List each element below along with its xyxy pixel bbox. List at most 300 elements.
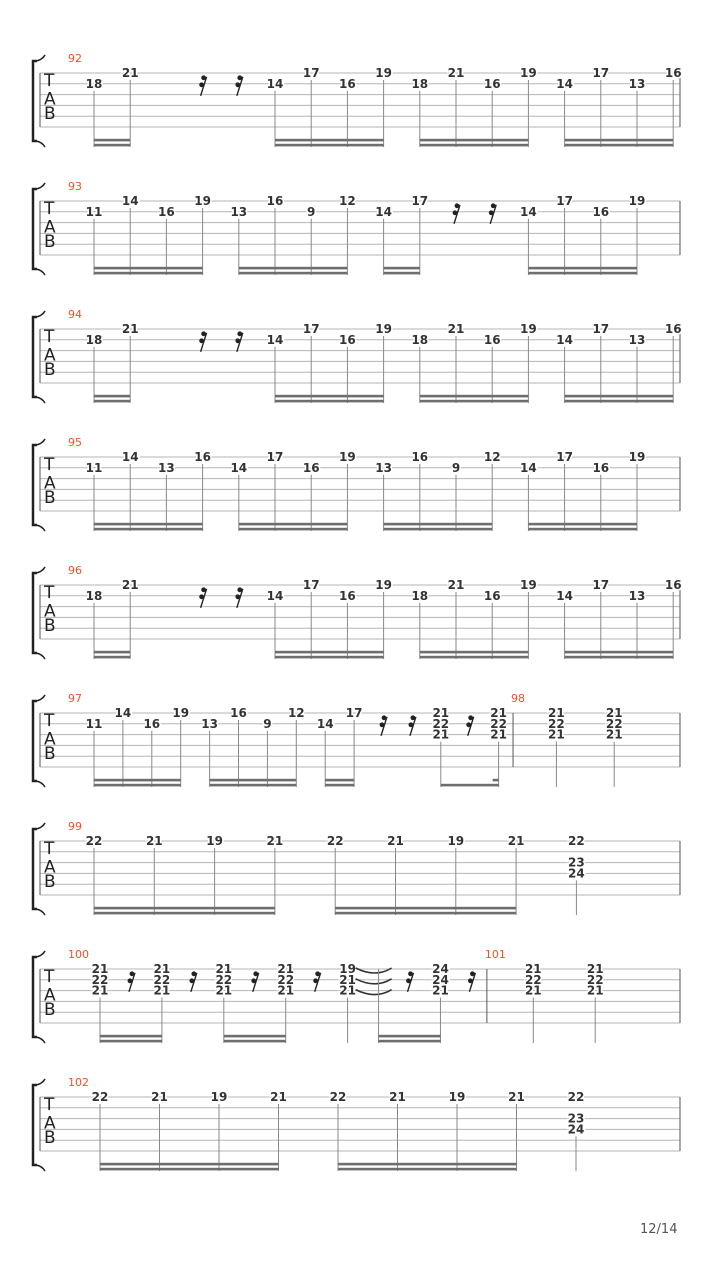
fret-number: 22 bbox=[490, 716, 507, 731]
fret-number: 22 bbox=[326, 834, 344, 848]
fret-number: 17 bbox=[266, 450, 284, 464]
beam bbox=[420, 144, 529, 147]
fret-number: 16 bbox=[143, 716, 161, 731]
rest-dot bbox=[409, 722, 414, 727]
fret-number: 22 bbox=[85, 834, 103, 848]
system-bracket bbox=[33, 701, 37, 781]
tab-clef-letter: B bbox=[44, 1128, 56, 1149]
beam bbox=[224, 1035, 286, 1038]
fret-number: 24 bbox=[432, 972, 449, 987]
beam bbox=[528, 528, 637, 531]
fret-number: 22 bbox=[329, 1090, 347, 1104]
system-bracket bbox=[33, 829, 37, 909]
fret-number: 24 bbox=[432, 962, 449, 976]
fret-number: 17 bbox=[345, 706, 363, 720]
fret-number: 14 bbox=[520, 460, 537, 475]
fret-number: 21 bbox=[91, 983, 109, 998]
fret-number: 13 bbox=[158, 460, 175, 475]
tab-clef-letter: B bbox=[44, 488, 56, 509]
fret-number: 21 bbox=[447, 66, 465, 80]
fret-number: 19 bbox=[448, 1090, 466, 1104]
sixteenth-rest bbox=[313, 971, 320, 991]
sixteenth-rest bbox=[235, 587, 242, 607]
fret-number: 12 bbox=[483, 450, 501, 464]
system-bracket bbox=[33, 317, 37, 397]
measure-number: 98 bbox=[511, 692, 526, 705]
rest-dot bbox=[237, 331, 242, 336]
fret-number: 21 bbox=[215, 962, 233, 976]
sixteenth-rest bbox=[235, 331, 242, 351]
fret-number: 16 bbox=[483, 332, 501, 347]
beam bbox=[528, 523, 637, 526]
tab-clef-letter: T bbox=[44, 582, 55, 603]
sixteenth-rest bbox=[199, 75, 206, 95]
fret-number: 19 bbox=[210, 1090, 228, 1104]
tab-clef-letter: B bbox=[44, 744, 56, 765]
fret-number: 21 bbox=[586, 962, 604, 976]
measure-number: 101 bbox=[484, 948, 506, 961]
beam bbox=[100, 1040, 162, 1043]
beam bbox=[94, 912, 275, 915]
fret-number: 19 bbox=[375, 322, 392, 336]
fret-number: 23 bbox=[568, 855, 585, 870]
tab-system bbox=[33, 948, 680, 1043]
fret-number: 21 bbox=[524, 983, 542, 998]
rest-dot bbox=[237, 587, 242, 592]
tab-clef-letter: T bbox=[44, 454, 55, 475]
sixteenth-rest bbox=[235, 75, 242, 95]
fret-number: 19 bbox=[628, 450, 646, 464]
beam bbox=[239, 528, 348, 531]
fret-number: 14 bbox=[556, 588, 573, 603]
fret-number: 14 bbox=[316, 716, 334, 731]
measure-number: 97 bbox=[68, 692, 82, 705]
fret-number: 17 bbox=[592, 66, 610, 80]
tab-clef-letter: T bbox=[44, 710, 55, 731]
beam bbox=[420, 400, 529, 403]
fret-number: 23 bbox=[567, 1111, 585, 1126]
fret-number: 17 bbox=[592, 322, 610, 336]
rest-dot bbox=[382, 715, 387, 720]
measure-number: 100 bbox=[68, 948, 89, 961]
fret-number: 16 bbox=[483, 76, 501, 91]
tab-system bbox=[33, 52, 682, 147]
sixteenth-rest bbox=[453, 203, 460, 223]
beam bbox=[94, 395, 130, 398]
rest-dot bbox=[315, 971, 320, 976]
fret-number: 17 bbox=[411, 194, 429, 208]
beam bbox=[100, 1163, 279, 1166]
fret-number: 16 bbox=[483, 588, 501, 603]
rest-dot bbox=[253, 971, 258, 976]
fret-number: 21 bbox=[548, 727, 565, 742]
tab-system bbox=[33, 308, 682, 403]
fret-number: 18 bbox=[85, 76, 103, 91]
fret-number: 21 bbox=[508, 1090, 525, 1104]
beam bbox=[94, 139, 130, 142]
beam bbox=[94, 144, 130, 147]
rest-dot bbox=[235, 594, 240, 599]
beam bbox=[239, 523, 348, 526]
fret-number: 14 bbox=[266, 76, 284, 91]
rest-dot bbox=[237, 75, 242, 80]
fret-number: 14 bbox=[121, 450, 139, 464]
fret-number: 21 bbox=[387, 834, 404, 848]
fret-number: 21 bbox=[121, 578, 139, 592]
measure-number: 92 bbox=[68, 52, 82, 65]
fret-number: 13 bbox=[628, 76, 646, 91]
beam bbox=[94, 528, 203, 531]
beam bbox=[275, 651, 384, 654]
beam bbox=[275, 144, 384, 147]
tab-system bbox=[33, 1076, 680, 1171]
rest-dot bbox=[468, 978, 473, 983]
beam bbox=[420, 656, 529, 659]
fret-number: 21 bbox=[121, 66, 139, 80]
fret-number: 22 bbox=[215, 972, 233, 987]
beam bbox=[94, 400, 130, 403]
measure-number: 95 bbox=[68, 436, 82, 449]
fret-number: 18 bbox=[85, 588, 103, 603]
fret-number: 22 bbox=[153, 972, 171, 987]
rest-dot bbox=[380, 722, 385, 727]
measure-number: 94 bbox=[68, 308, 82, 321]
fret-number: 19 bbox=[339, 450, 356, 464]
beam bbox=[325, 784, 354, 787]
tab-clef-letter: T bbox=[44, 326, 55, 347]
beam bbox=[379, 1035, 441, 1038]
fret-number: 21 bbox=[339, 972, 356, 987]
measure-number: 93 bbox=[68, 180, 82, 193]
fret-number: 13 bbox=[201, 716, 218, 731]
tab-clef-letter: T bbox=[44, 70, 55, 91]
fret-number: 19 bbox=[172, 706, 190, 720]
rest-dot bbox=[199, 82, 204, 87]
tab-clef-letter: T bbox=[44, 966, 55, 987]
beam bbox=[384, 528, 493, 531]
beam bbox=[100, 1035, 162, 1038]
sixteenth-rest bbox=[409, 715, 416, 735]
fret-number: 22 bbox=[568, 834, 585, 848]
beam bbox=[275, 395, 384, 398]
tab-clef-letter: A bbox=[44, 1113, 56, 1134]
fret-number: 22 bbox=[91, 972, 109, 987]
tab-clef-letter: T bbox=[44, 198, 55, 219]
fret-number: 17 bbox=[302, 578, 320, 592]
beam bbox=[100, 1168, 279, 1171]
fret-number: 16 bbox=[339, 76, 356, 91]
fret-number: 16 bbox=[266, 194, 284, 208]
tab-clef-letter: B bbox=[44, 232, 56, 253]
fret-number: 21 bbox=[432, 727, 450, 742]
beam bbox=[275, 656, 384, 659]
rest-dot bbox=[128, 978, 133, 983]
fret-number: 22 bbox=[548, 716, 565, 731]
rest-dot bbox=[201, 331, 206, 336]
fret-number: 19 bbox=[520, 578, 537, 592]
fret-number: 16 bbox=[230, 706, 247, 720]
fret-number: 14 bbox=[266, 588, 284, 603]
fret-number: 19 bbox=[520, 322, 537, 336]
beam bbox=[565, 139, 674, 142]
fret-number: 16 bbox=[339, 588, 356, 603]
fret-number: 12 bbox=[339, 194, 356, 208]
fret-number: 21 bbox=[490, 727, 507, 742]
beam bbox=[565, 651, 674, 654]
fret-number: 14 bbox=[114, 706, 132, 720]
fret-number: 13 bbox=[628, 588, 646, 603]
fret-number: 21 bbox=[153, 983, 171, 998]
fret-number: 21 bbox=[447, 578, 465, 592]
sixteenth-rest bbox=[251, 971, 258, 991]
fret-number: 14 bbox=[230, 460, 248, 475]
fret-number: 14 bbox=[266, 332, 284, 347]
tab-system bbox=[33, 180, 680, 275]
sixteenth-rest bbox=[380, 715, 387, 735]
fret-number: 13 bbox=[375, 460, 392, 475]
fret-number: 21 bbox=[151, 1090, 168, 1104]
beam bbox=[224, 1040, 286, 1043]
tab-clef-letter: B bbox=[44, 616, 56, 637]
fret-number: 16 bbox=[194, 450, 211, 464]
sixteenth-rest bbox=[199, 331, 206, 351]
rest-dot bbox=[408, 971, 413, 976]
fret-number: 21 bbox=[432, 983, 449, 998]
beam bbox=[528, 267, 637, 270]
fret-number: 22 bbox=[586, 972, 604, 987]
fret-number: 18 bbox=[85, 332, 103, 347]
fret-number: 11 bbox=[85, 460, 103, 475]
fret-number: 16 bbox=[664, 322, 682, 336]
fret-number: 21 bbox=[277, 983, 295, 998]
measure-number: 96 bbox=[68, 564, 82, 577]
fret-number: 19 bbox=[520, 66, 537, 80]
rest-dot bbox=[235, 82, 240, 87]
beam bbox=[565, 656, 674, 659]
tab-clef-letter: A bbox=[44, 729, 56, 750]
beam bbox=[384, 523, 493, 526]
fret-number: 16 bbox=[302, 460, 320, 475]
tab-clef-letter: A bbox=[44, 89, 56, 110]
beam bbox=[420, 139, 529, 142]
fret-number: 21 bbox=[270, 1090, 287, 1104]
fret-number: 14 bbox=[556, 332, 573, 347]
fret-number: 14 bbox=[375, 204, 392, 219]
fret-number: 19 bbox=[375, 66, 392, 80]
fret-number: 17 bbox=[592, 578, 610, 592]
rest-dot bbox=[189, 978, 194, 983]
system-bracket bbox=[33, 61, 37, 141]
fret-number: 21 bbox=[153, 962, 171, 976]
sixteenth-rest bbox=[128, 971, 135, 991]
rest-dot bbox=[468, 715, 473, 720]
beam bbox=[379, 1040, 441, 1043]
fret-number: 21 bbox=[145, 834, 163, 848]
fret-number: 19 bbox=[447, 834, 465, 848]
tab-system bbox=[33, 436, 680, 531]
fret-number: 17 bbox=[302, 66, 320, 80]
fret-number: 18 bbox=[411, 588, 429, 603]
fret-number: 18 bbox=[411, 76, 429, 91]
rest-dot bbox=[411, 715, 416, 720]
system-bracket bbox=[33, 573, 37, 653]
sixteenth-rest bbox=[468, 971, 475, 991]
tab-clef-letter: B bbox=[44, 104, 56, 125]
tab-clef-letter: B bbox=[44, 360, 56, 381]
beam bbox=[565, 395, 674, 398]
fret-number: 16 bbox=[592, 460, 610, 475]
fret-number: 21 bbox=[586, 983, 604, 998]
sixteenth-rest bbox=[406, 971, 413, 991]
fret-number: 18 bbox=[411, 332, 429, 347]
rest-dot bbox=[313, 978, 318, 983]
fret-number: 14 bbox=[121, 194, 139, 208]
fret-number: 24 bbox=[568, 866, 585, 881]
fret-number: 13 bbox=[628, 332, 646, 347]
fret-number: 21 bbox=[432, 706, 450, 720]
beam bbox=[275, 139, 384, 142]
rest-dot bbox=[191, 971, 196, 976]
tab-clef-letter: A bbox=[44, 857, 56, 878]
fret-number: 22 bbox=[432, 716, 450, 731]
fret-number: 21 bbox=[507, 834, 525, 848]
fret-number: 21 bbox=[215, 983, 233, 998]
fret-number: 19 bbox=[375, 578, 392, 592]
fret-number: 21 bbox=[277, 962, 295, 976]
fret-number: 19 bbox=[206, 834, 223, 848]
tab-clef-letter: T bbox=[44, 1094, 55, 1115]
system-bracket bbox=[33, 1085, 37, 1165]
fret-number: 24 bbox=[567, 1122, 585, 1137]
beam-stub bbox=[493, 779, 499, 782]
measure-number: 102 bbox=[68, 1076, 89, 1089]
fret-number: 9 bbox=[307, 204, 316, 219]
rest-dot bbox=[466, 722, 471, 727]
beam bbox=[94, 651, 130, 654]
page-number: 12/14 bbox=[640, 1222, 678, 1237]
fret-number: 21 bbox=[339, 983, 356, 998]
fret-number: 19 bbox=[628, 194, 646, 208]
tab-clef-letter: B bbox=[44, 872, 56, 893]
fret-number: 22 bbox=[277, 972, 295, 987]
fret-number: 9 bbox=[451, 460, 461, 475]
tab-clef-letter: T bbox=[44, 838, 55, 859]
fret-number: 22 bbox=[605, 716, 623, 731]
fret-number: 9 bbox=[263, 716, 272, 731]
beam bbox=[420, 651, 529, 654]
fret-number: 21 bbox=[121, 322, 139, 336]
beam bbox=[210, 784, 297, 787]
fret-number: 14 bbox=[556, 76, 573, 91]
fret-number: 14 bbox=[520, 204, 537, 219]
beam bbox=[384, 267, 420, 270]
rest-dot bbox=[453, 210, 458, 215]
rest-dot bbox=[199, 338, 204, 343]
fret-number: 16 bbox=[664, 66, 682, 80]
fret-number: 22 bbox=[524, 972, 542, 987]
beam bbox=[94, 272, 203, 275]
beam bbox=[94, 907, 275, 910]
fret-number: 21 bbox=[548, 706, 565, 720]
sixteenth-rest bbox=[489, 203, 496, 223]
fret-number: 11 bbox=[85, 204, 103, 219]
fret-number: 22 bbox=[567, 1090, 585, 1104]
beam bbox=[239, 267, 348, 270]
tab-clef-letter: A bbox=[44, 473, 56, 494]
system-bracket bbox=[33, 957, 37, 1037]
rest-dot bbox=[201, 587, 206, 592]
fret-number: 12 bbox=[287, 706, 305, 720]
beam bbox=[384, 272, 420, 275]
beam bbox=[565, 400, 674, 403]
sixteenth-rest bbox=[466, 715, 473, 735]
beam bbox=[420, 395, 529, 398]
system-bracket bbox=[33, 445, 37, 525]
tab-clef-letter: A bbox=[44, 217, 56, 238]
fret-number: 16 bbox=[411, 450, 429, 464]
rest-dot bbox=[491, 203, 496, 208]
fret-number: 16 bbox=[664, 578, 682, 592]
beam bbox=[325, 779, 354, 782]
fret-number: 16 bbox=[592, 204, 610, 219]
beam bbox=[94, 656, 130, 659]
beam bbox=[338, 1168, 517, 1171]
beam bbox=[441, 784, 499, 787]
fret-number: 16 bbox=[158, 204, 175, 219]
fret-number: 11 bbox=[85, 716, 103, 731]
fret-number: 19 bbox=[194, 194, 211, 208]
rest-dot bbox=[470, 971, 475, 976]
fret-number: 22 bbox=[91, 1090, 109, 1104]
rest-dot bbox=[130, 971, 135, 976]
fret-number: 16 bbox=[339, 332, 356, 347]
sixteenth-rest bbox=[189, 971, 196, 991]
fret-number: 21 bbox=[524, 962, 542, 976]
rest-dot bbox=[406, 978, 411, 983]
beam bbox=[335, 912, 516, 915]
beam bbox=[94, 523, 203, 526]
fret-number: 19 bbox=[339, 962, 356, 976]
tab-system bbox=[33, 564, 682, 659]
rest-dot bbox=[455, 203, 460, 208]
rest-dot bbox=[199, 594, 204, 599]
measure-number: 99 bbox=[68, 820, 82, 833]
rest-dot bbox=[235, 338, 240, 343]
fret-number: 13 bbox=[230, 204, 248, 219]
rest-dot bbox=[489, 210, 494, 215]
fret-number: 21 bbox=[447, 322, 465, 336]
sixteenth-rest bbox=[199, 587, 206, 607]
tab-clef-letter: A bbox=[44, 345, 56, 366]
fret-number: 21 bbox=[91, 962, 109, 976]
fret-number: 21 bbox=[389, 1090, 406, 1104]
beam bbox=[335, 907, 516, 910]
fret-number: 17 bbox=[556, 450, 573, 464]
tab-system bbox=[33, 820, 680, 915]
fret-number: 21 bbox=[605, 706, 623, 720]
beam bbox=[94, 779, 181, 782]
beam bbox=[94, 784, 181, 787]
beam bbox=[338, 1163, 517, 1166]
system-bracket bbox=[33, 189, 37, 269]
beam bbox=[565, 144, 674, 147]
tab-clef-letter: A bbox=[44, 601, 56, 622]
beam bbox=[239, 272, 348, 275]
beam bbox=[94, 267, 203, 270]
beam bbox=[275, 400, 384, 403]
tab-system bbox=[33, 692, 680, 787]
fret-number: 21 bbox=[266, 834, 284, 848]
